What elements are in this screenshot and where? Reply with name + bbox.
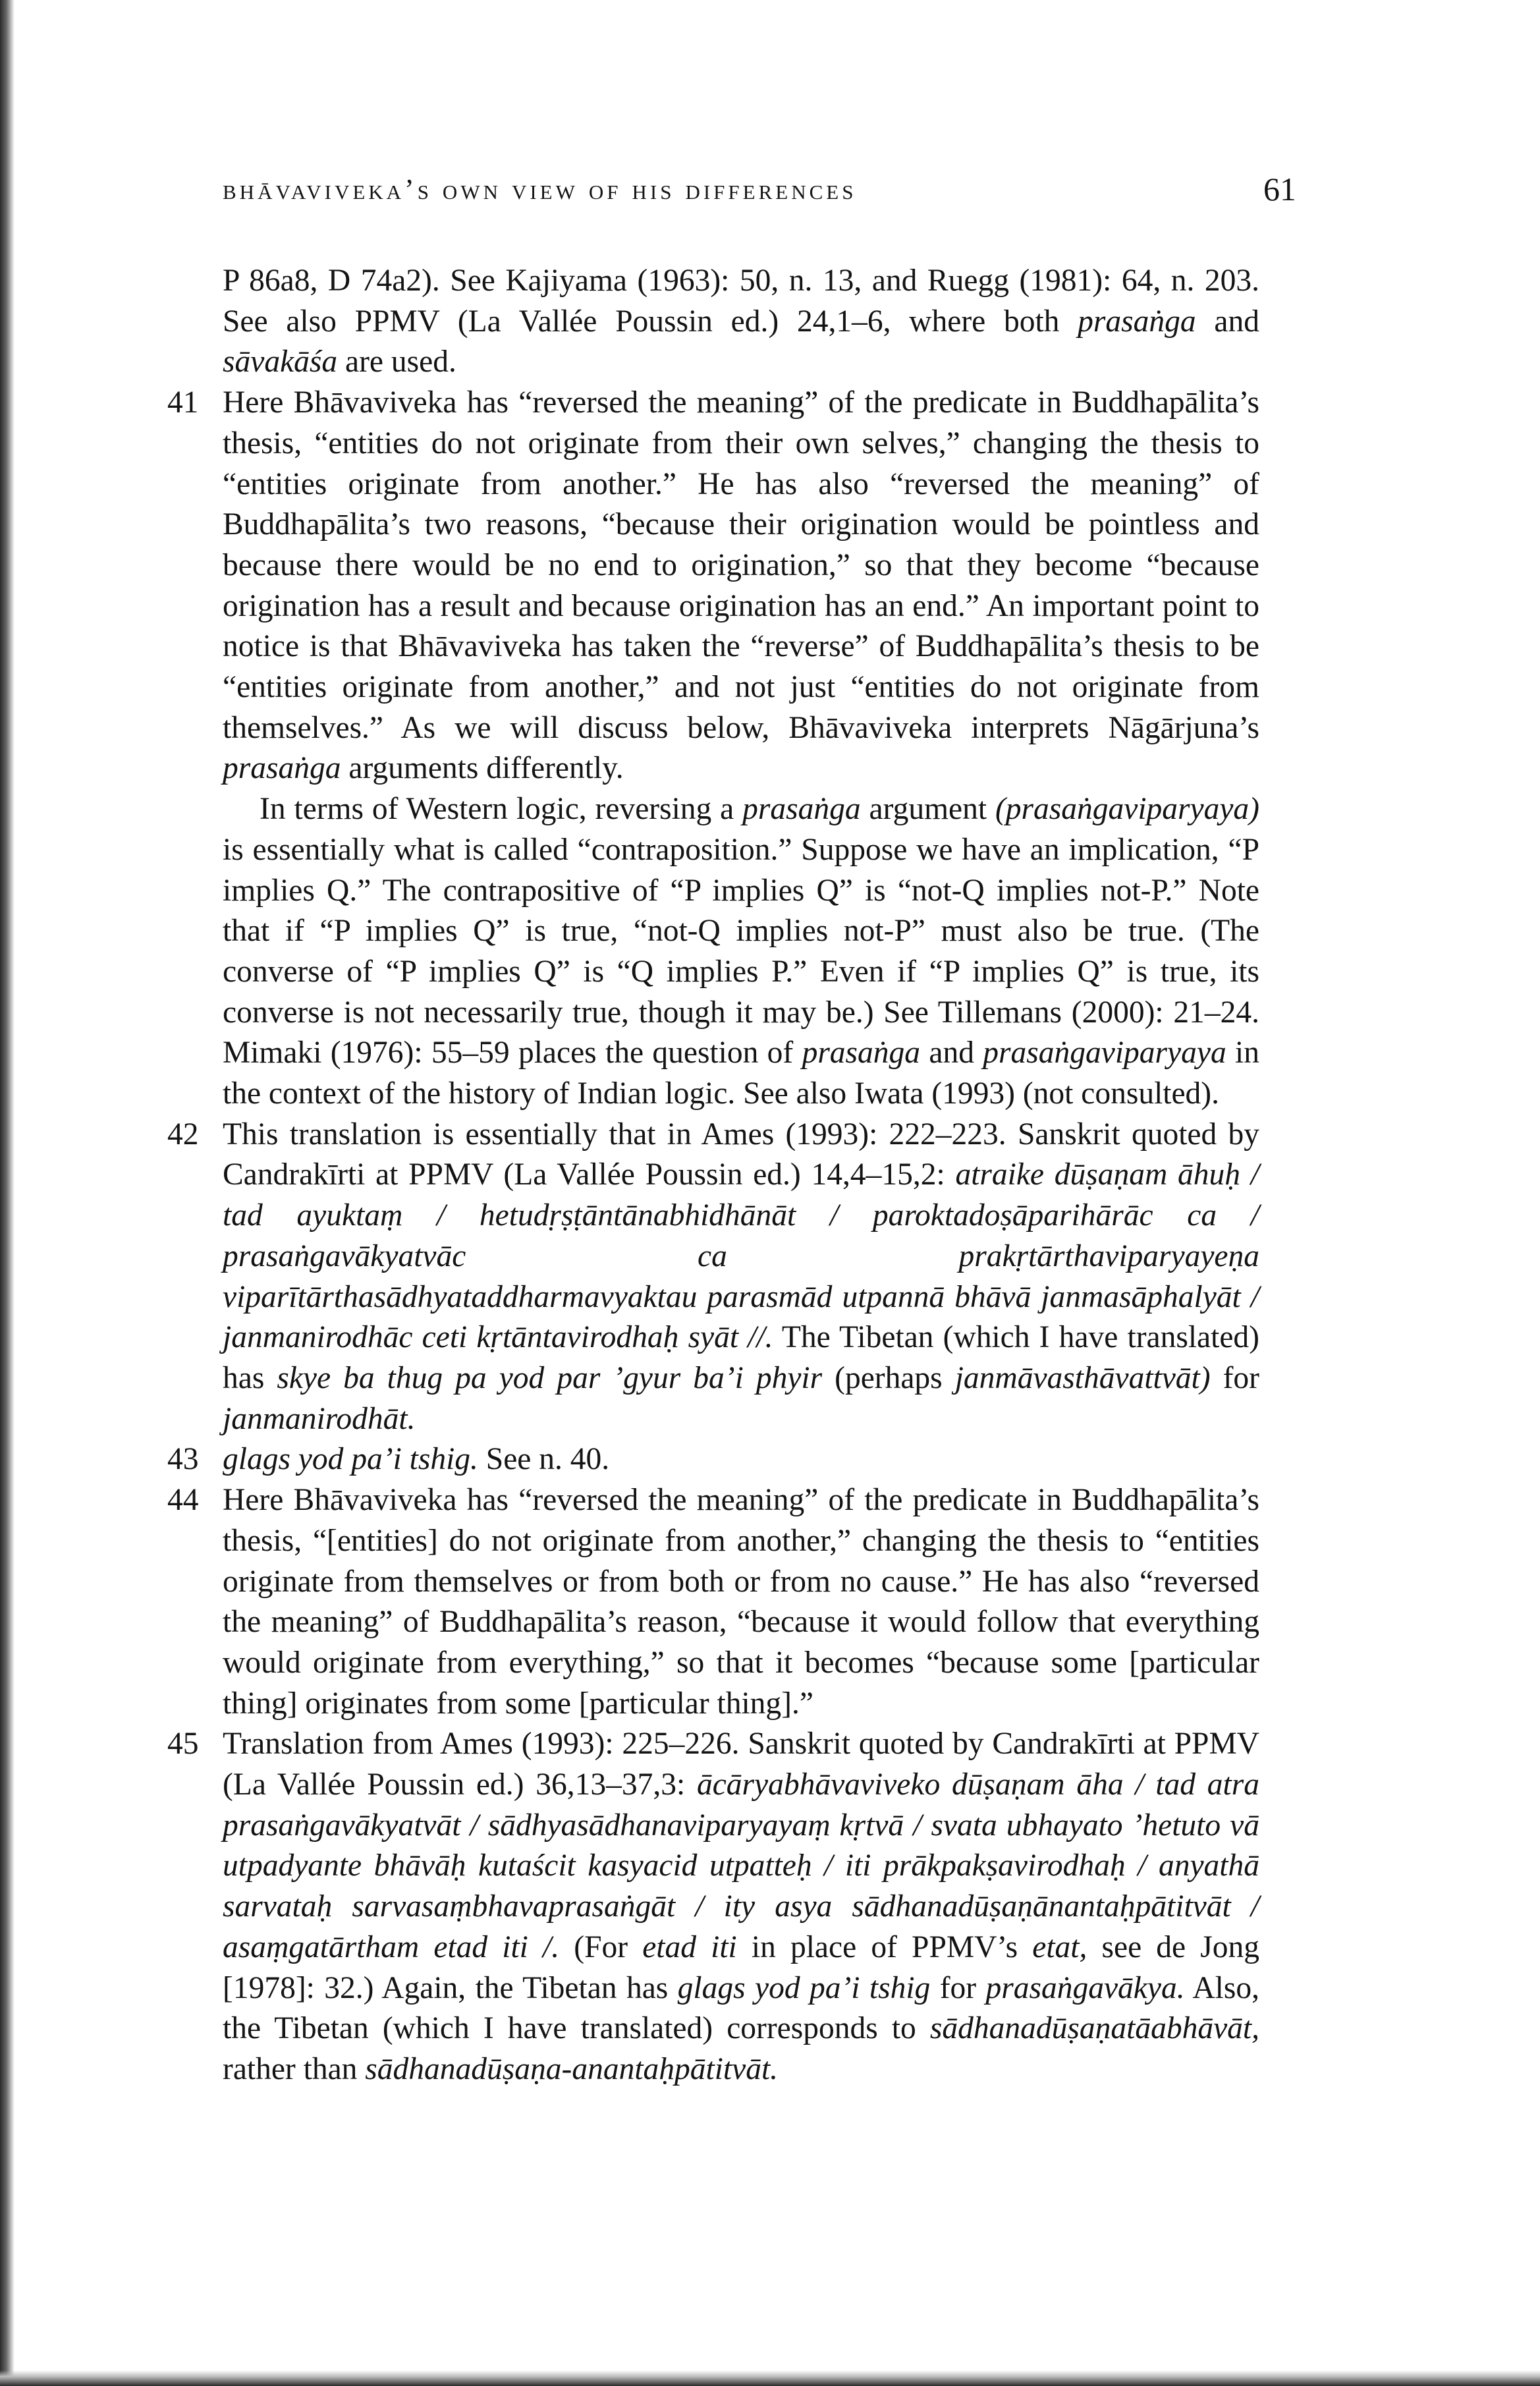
italic-term: janmāvasthāvattvāt) xyxy=(954,1360,1211,1395)
italic-term: prasaṅga xyxy=(223,751,341,786)
note-number: 44 xyxy=(167,1483,199,1518)
italic-term: prasaṅgaviparyaya xyxy=(983,1036,1226,1070)
italic-tibetan: skye ba thug pa yod par ’gyur ba’i phyir xyxy=(277,1360,823,1395)
note-42-text xyxy=(223,1115,1259,1440)
note-number: 45 xyxy=(167,1727,199,1762)
endnotes xyxy=(167,261,1260,2090)
italic-term: (prasaṅgaviparyaya) xyxy=(995,792,1259,827)
italic-term: prasaṅgavākya. xyxy=(985,1970,1185,2005)
note-41 xyxy=(167,383,1259,1115)
italic-sanskrit: ācāryabhāvaviveko dūṣaṇam āha / tad atra prasaṅgavākyatvāt / sādhyasādhanaviparyayaṃ kṛtvā / svata ubhayato ’hetuto vā utpadyante bhāvāḥ kutaścit kasyacid utpatteḥ / iti prākpakṣavirodhaḥ / anyathā sarvataḥ sarvasaṃbhavaprasaṅgāt / ity asya sādhanadūṣaṇānantaḥpātitvāt / asaṃgatārtham etad iti /. xyxy=(223,1767,1259,1964)
italic-term: prasaṅga xyxy=(802,1036,921,1070)
note-41-paragraph-1 xyxy=(223,383,1259,789)
italic-term: prasaṅga xyxy=(1078,304,1196,339)
italic-term: sādhanadūṣaṇatāabhāvāt, xyxy=(929,2011,1259,2046)
italic-tibetan: glags yod pa’i tshig. xyxy=(223,1442,478,1477)
italic-term: etad iti xyxy=(642,1929,737,1964)
note-44-text xyxy=(223,1480,1259,1724)
text-run: Here Bhāvaviveka has “reversed the meaning” of the predicate in Buddhapālita’s thesis, “[entities] do not originate from another,” changing the thesis to “entities originate from themselves or from both or from no cause.” He has also “reversed the meaning” of Buddhapālita’s reason, “because it would follow that everything would originate from everything,” so that it becomes “because some [particular thing] originates from some [particular thing].” xyxy=(223,1483,1259,1721)
italic-term: janmanirodhāt. xyxy=(223,1401,416,1436)
italic-tibetan: glags yod pa’i tshig xyxy=(677,1970,931,2005)
italic-term: sāvakāśa xyxy=(223,345,338,379)
note-43-text xyxy=(223,1439,1259,1480)
note-continuation xyxy=(223,261,1259,383)
note-45-text xyxy=(223,1724,1259,2090)
note-number: 43 xyxy=(167,1442,199,1477)
italic-term: sādhanadūṣaṇa-anantaḥpātitvāt. xyxy=(365,2051,779,2086)
note-45 xyxy=(167,1724,1260,2090)
scan-edge-bottom xyxy=(0,2370,1540,2386)
scan-edge-left xyxy=(0,0,14,2386)
text-run: The Tibetan (which I have translated) has xyxy=(223,1320,1259,1395)
text-run: arguments differently. xyxy=(341,751,624,786)
italic-term: prasaṅga xyxy=(742,792,861,827)
italic-term: etat, xyxy=(1032,1929,1087,1964)
text-run: see de Jong [1978]: 32.) Again, the Tibetan has xyxy=(223,1929,1260,2005)
text-run: This translation is essentially that in Ames (1993): 222–223. Sanskrit quoted by Candrakīrti at PPMV (La Vallée Poussin ed.) 14,4–15,2: xyxy=(223,1117,1259,1192)
text-run: is essentially what is called “contraposition.” Suppose we have an implication, “P implies Q.” The contrapositive of “P implies Q” is “not-Q implies not-P.” Note that if “P implies Q” is true, “not-Q implies not-P” must also be true. (The converse of “P implies Q” is “Q implies P.” Even if “P implies Q” is true, its converse is not necessarily true, though it may be.) See Tillemans (2000): 21–24. Mimaki (1976): 55–59 places the question of xyxy=(223,832,1259,1070)
note-number: 41 xyxy=(167,385,199,420)
note-44 xyxy=(167,1480,1259,1724)
note-number: 42 xyxy=(167,1117,199,1151)
text-run: P 86a8, D 74a2). See Kajiyama (1963): 50, n. 13, and Ruegg (1981): 64, n. 203. See also PPMV (La Vallée Poussin ed.) 24,1–6, where both xyxy=(223,264,1259,339)
text-run: argument xyxy=(860,792,995,827)
text-run: for xyxy=(1210,1360,1259,1395)
running-title: bhāvaviveka’s own view of his differences xyxy=(223,173,857,206)
text-run: in the context of the history of Indian logic. See also Iwata (1993) (not consulted). xyxy=(223,1036,1259,1111)
text-run: Also, the Tibetan (which I have translated) corresponds to xyxy=(223,1970,1259,2046)
text-run: are used. xyxy=(337,345,456,379)
text-run: Translation from Ames (1993): 225–226. Sanskrit quoted by Candrakīrti at PPMV (La Vallée Poussin ed.) 36,13–37,3: xyxy=(223,1727,1259,1802)
note-43 xyxy=(167,1439,1259,1480)
note-41-paragraph-2 xyxy=(223,789,1259,1115)
text-run: rather than xyxy=(223,2051,366,2086)
text-run: and xyxy=(1196,304,1259,339)
note-42 xyxy=(167,1115,1259,1440)
running-head xyxy=(223,173,1296,212)
italic-sanskrit: atraike dūṣaṇam āhuḥ / tad ayuktaṃ / hetudṛṣṭāntānabhidhānāt / paroktadoṣāparihārāc ca / prasaṅgavākyatvāc ca prakṛtārthaviparyayeṇa viparītārthasādhyataddharmavyaktau parasmād utpannā bhāvā janmasāphalyāt / janmanirodhāc ceti kṛtāntavirodhaḥ syāt //. xyxy=(223,1157,1259,1355)
text-run: and xyxy=(920,1036,983,1070)
text-run: in place of PPMV’s xyxy=(736,1929,1033,1964)
text-run: (perhaps xyxy=(822,1360,955,1395)
text-run: In terms of Western logic, reversing a xyxy=(260,792,743,827)
page-number: 61 xyxy=(1263,171,1296,208)
text-run: for xyxy=(930,1970,986,2005)
text-run: See n. 40. xyxy=(478,1442,610,1477)
text-run: Here Bhāvaviveka has “reversed the meaning” of the predicate in Buddhapālita’s thesis, “entities do not originate from their own selves,” changing the thesis to “entities originate from another.” He has also “reversed the meaning” of Buddhapālita’s two reasons, “because their origination would be pointless and because there would be no end to origination,” so that they become “because origination has a result and because origination has an end.” An important point to notice is that Bhāvaviveka has taken the “reverse” of Buddhapālita’s thesis to be “entities originate from another,” and not just “entities do not originate from themselves.” As we will discuss below, Bhāvaviveka interprets Nāgārjuna’s xyxy=(223,385,1259,745)
text-run: (For xyxy=(559,1929,643,1964)
